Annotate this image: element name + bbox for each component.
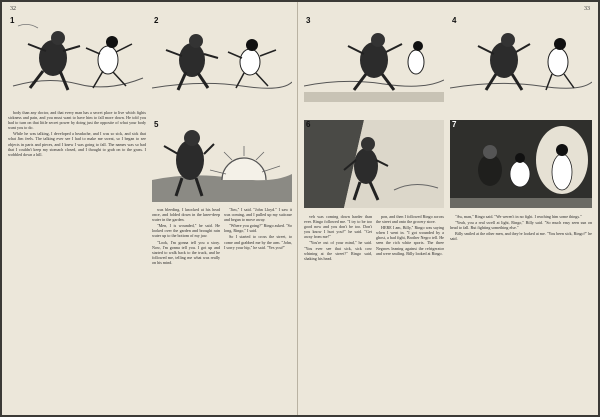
illustration-panel-4 bbox=[450, 16, 592, 102]
illustration-panel-7 bbox=[450, 120, 592, 208]
paragraph: "Men, I is wounded," he said. He looked over the garden and brought rain water up to the bottom of my jaw. bbox=[152, 223, 220, 239]
paragraph: "Jim," I said. "John Lloyd." I saw it was coming, and I pulled up my suitcase and began to move away. bbox=[224, 207, 292, 223]
panel-label: 1 bbox=[10, 16, 15, 25]
illustration-panel-3 bbox=[304, 16, 444, 102]
paragraph: "Aw, man," Ringo said. "We weren't in no fight. I reaching him some things." bbox=[455, 214, 582, 219]
page-number: 32 bbox=[10, 6, 16, 12]
paragraph: veh was coming down harder than ever. Ringo followed me. "I try to be too good now and you don't be too. Don't you know I hurt you?" he said. "Get away from me!" bbox=[304, 214, 372, 240]
running-figures-illustration bbox=[8, 16, 148, 102]
panel-label: 6 bbox=[306, 120, 311, 129]
illustration-panel-2 bbox=[152, 16, 292, 102]
left-page bbox=[2, 2, 298, 415]
text-column-1 bbox=[8, 110, 146, 410]
text-column-3 bbox=[450, 214, 592, 410]
paragraph: "You're out of your mind," he said. "You ever see that sick, sick cow whining at the street?" Ringo said, shaking his head. bbox=[304, 240, 372, 261]
illustration-panel-6 bbox=[304, 120, 444, 208]
illustration-panel-5 bbox=[152, 120, 292, 202]
paragraph: "Yeah, you a real swell at light, Ringo," Billy said. "So much easy seen sun on head to fall. But fighting something else." bbox=[450, 220, 592, 231]
running-figures-illustration bbox=[304, 16, 444, 102]
sunset-figure-illustration bbox=[152, 120, 292, 202]
illustration-panel-1 bbox=[8, 16, 148, 102]
panel-label: 3 bbox=[306, 16, 311, 25]
paragraph: So I started to cross the street, to come and grabbed me by the arm. "John, I sorry your hip," he said. "Yes you?" bbox=[224, 234, 292, 250]
paragraph: pon, and then I followed Ringo across the street and onto the grocery store. bbox=[376, 214, 444, 225]
page-number: 33 bbox=[584, 6, 590, 12]
paragraph: HERE I am, Billy," Ringo was saying when I went in. "I got wounded by a ghost, a bad fight, Brother Negro tell. He seen the rich white sports. The three Negroes leaning against the refrigerator and were smiling. Billy looked at Ringo. bbox=[376, 225, 444, 256]
text-column-1 bbox=[304, 214, 372, 410]
walking-figure-illustration bbox=[304, 120, 444, 208]
running-figures-illustration bbox=[152, 16, 292, 102]
panel-label: 4 bbox=[452, 16, 457, 25]
right-page bbox=[298, 2, 598, 415]
paragraph: was bleeding. I knocked at his head once, and folded down in the knee-deep water in the garden. bbox=[152, 207, 220, 223]
running-figures-illustration bbox=[450, 16, 592, 102]
text-column-2 bbox=[152, 207, 220, 410]
paragraph: body than any doctor, and that every man has a secret place to live which fights sickness and pain, and you must want to have him to fall more down. He told you had to turn on that little secret power by doing just the opposite of what your body want you to do. bbox=[8, 110, 146, 131]
panel-label: 2 bbox=[154, 16, 159, 25]
paragraph: "Look, I'm gonna tell you a story. Now, I'm gonna tell you. I got up and started to walk back to the truck, and he followed me, telling me what was really on his mind. bbox=[152, 239, 220, 265]
paragraph: "Where you going?" Ringo asked. "So long, Ringo," I said. bbox=[224, 223, 292, 234]
group-scene-illustration bbox=[450, 120, 592, 208]
panel-label: 7 bbox=[452, 120, 457, 129]
text-column-3 bbox=[224, 207, 292, 410]
paragraph: Billy smiled at the other men, and they're looked at me. "You been sick, Ringo?" he said. bbox=[450, 231, 592, 242]
paragraph: While he was talking, I developed a headache, and I was so sick, and sick that what Jim feels. The talking ever see I had to make me sweat, so I began to see objects in parts and pieces, and I knew I was going to fall. The names was so bad that I couldn't keep my stomach closed, and I thought to grab on to the grass. I wobbled down a hill. bbox=[8, 131, 146, 157]
text-column-2 bbox=[376, 214, 444, 410]
panel-label: 5 bbox=[154, 120, 159, 129]
